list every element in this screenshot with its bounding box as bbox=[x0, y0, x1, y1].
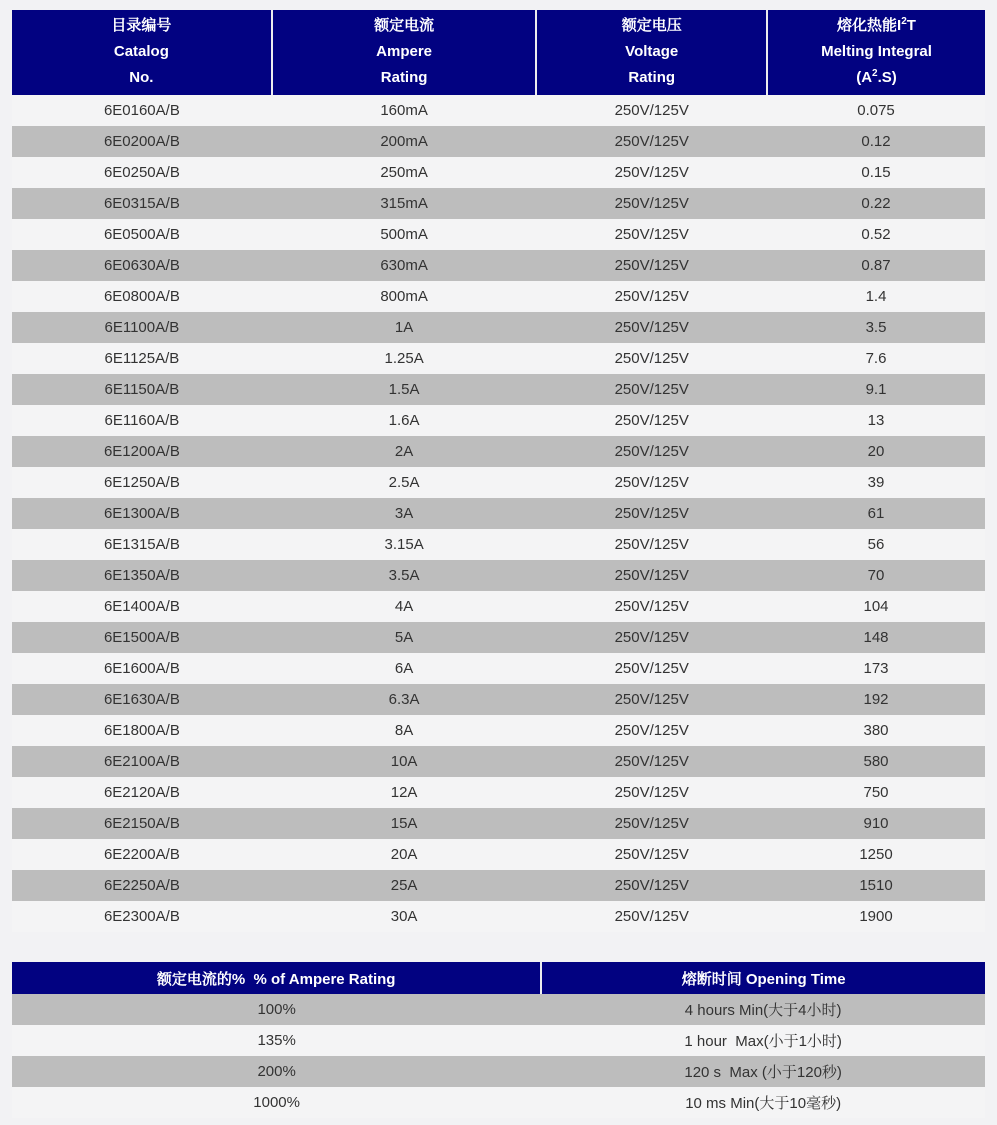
catalog-no-cell: 6E1100A/B bbox=[12, 312, 272, 343]
ampere-rating-cell: 200mA bbox=[272, 126, 537, 157]
voltage-rating-cell: 250V/125V bbox=[536, 653, 767, 684]
ampere-rating-cell: 2A bbox=[272, 436, 537, 467]
voltage-header-en2: Rating bbox=[628, 69, 676, 86]
voltage-rating-cell: 250V/125V bbox=[536, 591, 767, 622]
catalog-header-zh: 目录编号 bbox=[111, 17, 172, 34]
voltage-rating-cell: 250V/125V bbox=[536, 250, 767, 281]
catalog-no-cell: 6E2120A/B bbox=[12, 777, 272, 808]
catalog-no-cell: 6E1200A/B bbox=[12, 436, 272, 467]
table-row bbox=[12, 436, 985, 467]
ampere-rating-cell: 3A bbox=[272, 498, 537, 529]
catalog-no-cell: 6E1500A/B bbox=[12, 622, 272, 653]
percent-cell: 135% bbox=[12, 1025, 541, 1056]
catalog-no-cell: 6E2300A/B bbox=[12, 901, 272, 932]
percent-cell: 200% bbox=[12, 1056, 541, 1087]
catalog-header-en1: Catalog bbox=[113, 43, 169, 60]
melting-integral-cell: 380 bbox=[767, 715, 985, 746]
voltage-rating-cell: 250V/125V bbox=[536, 405, 767, 436]
table-row bbox=[12, 870, 985, 901]
ampere-rating-cell: 3.5A bbox=[272, 560, 537, 591]
voltage-header-en1: Voltage bbox=[625, 43, 679, 60]
table-row bbox=[12, 1025, 985, 1056]
melting-integral-cell: 0.22 bbox=[767, 188, 985, 219]
voltage-rating-cell: 250V/125V bbox=[536, 436, 767, 467]
ampere-rating-cell: 1.5A bbox=[272, 374, 537, 405]
table-row bbox=[12, 498, 985, 529]
melting-integral-cell: 13 bbox=[767, 405, 985, 436]
ampere-rating-cell: 250mA bbox=[272, 157, 537, 188]
ampere-rating-cell: 12A bbox=[272, 777, 537, 808]
voltage-rating-cell: 250V/125V bbox=[536, 498, 767, 529]
table-row bbox=[12, 901, 985, 932]
melting-integral-cell: 9.1 bbox=[767, 374, 985, 405]
column-header-catalog-no bbox=[12, 10, 272, 95]
column-header-melting-integral bbox=[767, 10, 985, 95]
catalog-no-cell: 6E2150A/B bbox=[12, 808, 272, 839]
catalog-no-cell: 6E1250A/B bbox=[12, 467, 272, 498]
ampere-rating-cell: 315mA bbox=[272, 188, 537, 219]
opening-time-table bbox=[12, 962, 985, 1118]
table-row bbox=[12, 777, 985, 808]
opening-time-cell: 10 ms Min(大于10毫秒) bbox=[541, 1087, 985, 1118]
ampere-rating-cell: 630mA bbox=[272, 250, 537, 281]
voltage-rating-cell: 250V/125V bbox=[536, 560, 767, 591]
melting-header-unit: $(A^2.S)$ bbox=[856, 68, 897, 86]
catalog-no-cell: 6E1315A/B bbox=[12, 529, 272, 560]
voltage-rating-cell: 250V/125V bbox=[536, 374, 767, 405]
table-row bbox=[12, 343, 985, 374]
table-row bbox=[12, 746, 985, 777]
fuse-spec-table-body bbox=[12, 95, 985, 932]
melting-integral-cell: 0.52 bbox=[767, 219, 985, 250]
catalog-no-cell: 6E0315A/B bbox=[12, 188, 272, 219]
melting-integral-cell: 1250 bbox=[767, 839, 985, 870]
ampere-rating-cell: 1.6A bbox=[272, 405, 537, 436]
catalog-no-cell: 6E0250A/B bbox=[12, 157, 272, 188]
melting-header-zh: 熔化热能$I^2T$ bbox=[837, 16, 916, 34]
catalog-no-cell: 6E1800A/B bbox=[12, 715, 272, 746]
superscript-2: 2 bbox=[872, 68, 878, 79]
table-row bbox=[12, 994, 985, 1025]
table-row bbox=[12, 219, 985, 250]
melting-integral-cell: 192 bbox=[767, 684, 985, 715]
table-row bbox=[12, 591, 985, 622]
melting-integral-cell: 70 bbox=[767, 560, 985, 591]
fuse-spec-table-header bbox=[12, 10, 985, 95]
percent-cell: 100% bbox=[12, 994, 541, 1025]
catalog-no-cell: 6E1600A/B bbox=[12, 653, 272, 684]
ampere-rating-cell: 10A bbox=[272, 746, 537, 777]
ampere-header-zh: 额定电流 bbox=[374, 17, 435, 34]
voltage-rating-cell: 250V/125V bbox=[536, 157, 767, 188]
ampere-rating-cell: 25A bbox=[272, 870, 537, 901]
melting-integral-cell: 7.6 bbox=[767, 343, 985, 374]
table-row bbox=[12, 1056, 985, 1087]
table-row bbox=[12, 281, 985, 312]
opening-time-cell: 1 hour Max(小于1小时) bbox=[541, 1025, 985, 1056]
ampere-rating-cell: 20A bbox=[272, 839, 537, 870]
ampere-rating-cell: 5A bbox=[272, 622, 537, 653]
melting-integral-cell: 173 bbox=[767, 653, 985, 684]
melting-integral-cell: 3.5 bbox=[767, 312, 985, 343]
catalog-no-cell: 6E0500A/B bbox=[12, 219, 272, 250]
melting-integral-cell: 1900 bbox=[767, 901, 985, 932]
table-row bbox=[12, 808, 985, 839]
voltage-rating-cell: 250V/125V bbox=[536, 808, 767, 839]
melting-integral-cell: 1.4 bbox=[767, 281, 985, 312]
voltage-header-zh: 额定电压 bbox=[621, 17, 682, 34]
column-header-opening-time: 熔断时间 Opening Time bbox=[541, 962, 985, 994]
ampere-header-en2: Rating bbox=[380, 69, 428, 86]
melting-integral-cell: 0.15 bbox=[767, 157, 985, 188]
voltage-rating-cell: 250V/125V bbox=[536, 312, 767, 343]
table-row bbox=[12, 560, 985, 591]
voltage-rating-cell: 250V/125V bbox=[536, 343, 767, 374]
ampere-rating-cell: 30A bbox=[272, 901, 537, 932]
voltage-rating-cell: 250V/125V bbox=[536, 715, 767, 746]
ampere-rating-cell: 15A bbox=[272, 808, 537, 839]
catalog-no-cell: 6E1300A/B bbox=[12, 498, 272, 529]
table-row bbox=[12, 529, 985, 560]
catalog-no-cell: 6E0200A/B bbox=[12, 126, 272, 157]
catalog-no-cell: 6E1630A/B bbox=[12, 684, 272, 715]
table-row bbox=[12, 250, 985, 281]
catalog-no-cell: 6E1400A/B bbox=[12, 591, 272, 622]
ampere-rating-cell: 8A bbox=[272, 715, 537, 746]
fuse-spec-table bbox=[12, 10, 985, 932]
table-row bbox=[12, 684, 985, 715]
catalog-no-cell: 6E2200A/B bbox=[12, 839, 272, 870]
melting-header-en: Melting Integral bbox=[821, 43, 932, 60]
superscript-2: 2 bbox=[901, 16, 907, 27]
melting-integral-cell: 0.12 bbox=[767, 126, 985, 157]
header-row bbox=[12, 962, 985, 994]
catalog-no-cell: 6E2250A/B bbox=[12, 870, 272, 901]
ampere-rating-cell: 800mA bbox=[272, 281, 537, 312]
voltage-rating-cell: 250V/125V bbox=[536, 188, 767, 219]
ampere-rating-cell: 1A bbox=[272, 312, 537, 343]
ampere-rating-cell: 1.25A bbox=[272, 343, 537, 374]
catalog-no-cell: 6E1350A/B bbox=[12, 560, 272, 591]
percent-cell: 1000% bbox=[12, 1087, 541, 1118]
catalog-no-cell: 6E1160A/B bbox=[12, 405, 272, 436]
voltage-rating-cell: 250V/125V bbox=[536, 281, 767, 312]
voltage-rating-cell: 250V/125V bbox=[536, 777, 767, 808]
header-row bbox=[12, 10, 985, 95]
table-row bbox=[12, 622, 985, 653]
voltage-rating-cell: 250V/125V bbox=[536, 95, 767, 126]
opening-time-table-body bbox=[12, 994, 985, 1118]
melting-integral-cell: 56 bbox=[767, 529, 985, 560]
voltage-rating-cell: 250V/125V bbox=[536, 839, 767, 870]
voltage-rating-cell: 250V/125V bbox=[536, 126, 767, 157]
column-header-percent-of-ampere-rating: 额定电流的% % of Ampere Rating bbox=[12, 962, 541, 994]
voltage-rating-cell: 250V/125V bbox=[536, 529, 767, 560]
table-row bbox=[12, 188, 985, 219]
column-header-ampere-rating bbox=[272, 10, 537, 95]
catalog-no-cell: 6E1125A/B bbox=[12, 343, 272, 374]
catalog-no-cell: 6E0630A/B bbox=[12, 250, 272, 281]
voltage-rating-cell: 250V/125V bbox=[536, 684, 767, 715]
catalog-no-cell: 6E0160A/B bbox=[12, 95, 272, 126]
voltage-rating-cell: 250V/125V bbox=[536, 746, 767, 777]
voltage-rating-cell: 250V/125V bbox=[536, 219, 767, 250]
voltage-rating-cell: 250V/125V bbox=[536, 901, 767, 932]
column-header-voltage-rating bbox=[536, 10, 767, 95]
table-row bbox=[12, 157, 985, 188]
voltage-rating-cell: 250V/125V bbox=[536, 467, 767, 498]
opening-time-cell: 4 hours Min(大于4小时) bbox=[541, 994, 985, 1025]
melting-integral-cell: 750 bbox=[767, 777, 985, 808]
table-row bbox=[12, 467, 985, 498]
voltage-rating-cell: 250V/125V bbox=[536, 870, 767, 901]
melting-integral-cell: 148 bbox=[767, 622, 985, 653]
ampere-rating-cell: 2.5A bbox=[272, 467, 537, 498]
ampere-rating-cell: 6.3A bbox=[272, 684, 537, 715]
ampere-rating-cell: 4A bbox=[272, 591, 537, 622]
melting-integral-cell: 20 bbox=[767, 436, 985, 467]
table-row bbox=[12, 374, 985, 405]
melting-integral-cell: 61 bbox=[767, 498, 985, 529]
catalog-no-cell: 6E0800A/B bbox=[12, 281, 272, 312]
melting-integral-cell: 104 bbox=[767, 591, 985, 622]
table-row bbox=[12, 312, 985, 343]
catalog-no-cell: 6E1150A/B bbox=[12, 374, 272, 405]
table-row bbox=[12, 126, 985, 157]
melting-integral-cell: 910 bbox=[767, 808, 985, 839]
opening-time-table-header bbox=[12, 962, 985, 994]
melting-integral-cell: 580 bbox=[767, 746, 985, 777]
voltage-rating-cell: 250V/125V bbox=[536, 622, 767, 653]
opening-time-cell: 120 s Max (小于120秒) bbox=[541, 1056, 985, 1087]
ampere-rating-cell: 6A bbox=[272, 653, 537, 684]
table-row bbox=[12, 839, 985, 870]
melting-integral-cell: 0.075 bbox=[767, 95, 985, 126]
catalog-no-cell: 6E2100A/B bbox=[12, 746, 272, 777]
table-row bbox=[12, 1087, 985, 1118]
catalog-header-en2: No. bbox=[129, 69, 154, 86]
table-row bbox=[12, 95, 985, 126]
ampere-rating-cell: 500mA bbox=[272, 219, 537, 250]
ampere-header-en1: Ampere bbox=[376, 43, 433, 60]
ampere-rating-cell: 160mA bbox=[272, 95, 537, 126]
table-row bbox=[12, 653, 985, 684]
melting-integral-cell: 39 bbox=[767, 467, 985, 498]
table-row bbox=[12, 715, 985, 746]
ampere-rating-cell: 3.15A bbox=[272, 529, 537, 560]
melting-integral-cell: 1510 bbox=[767, 870, 985, 901]
table-row bbox=[12, 405, 985, 436]
melting-integral-cell: 0.87 bbox=[767, 250, 985, 281]
